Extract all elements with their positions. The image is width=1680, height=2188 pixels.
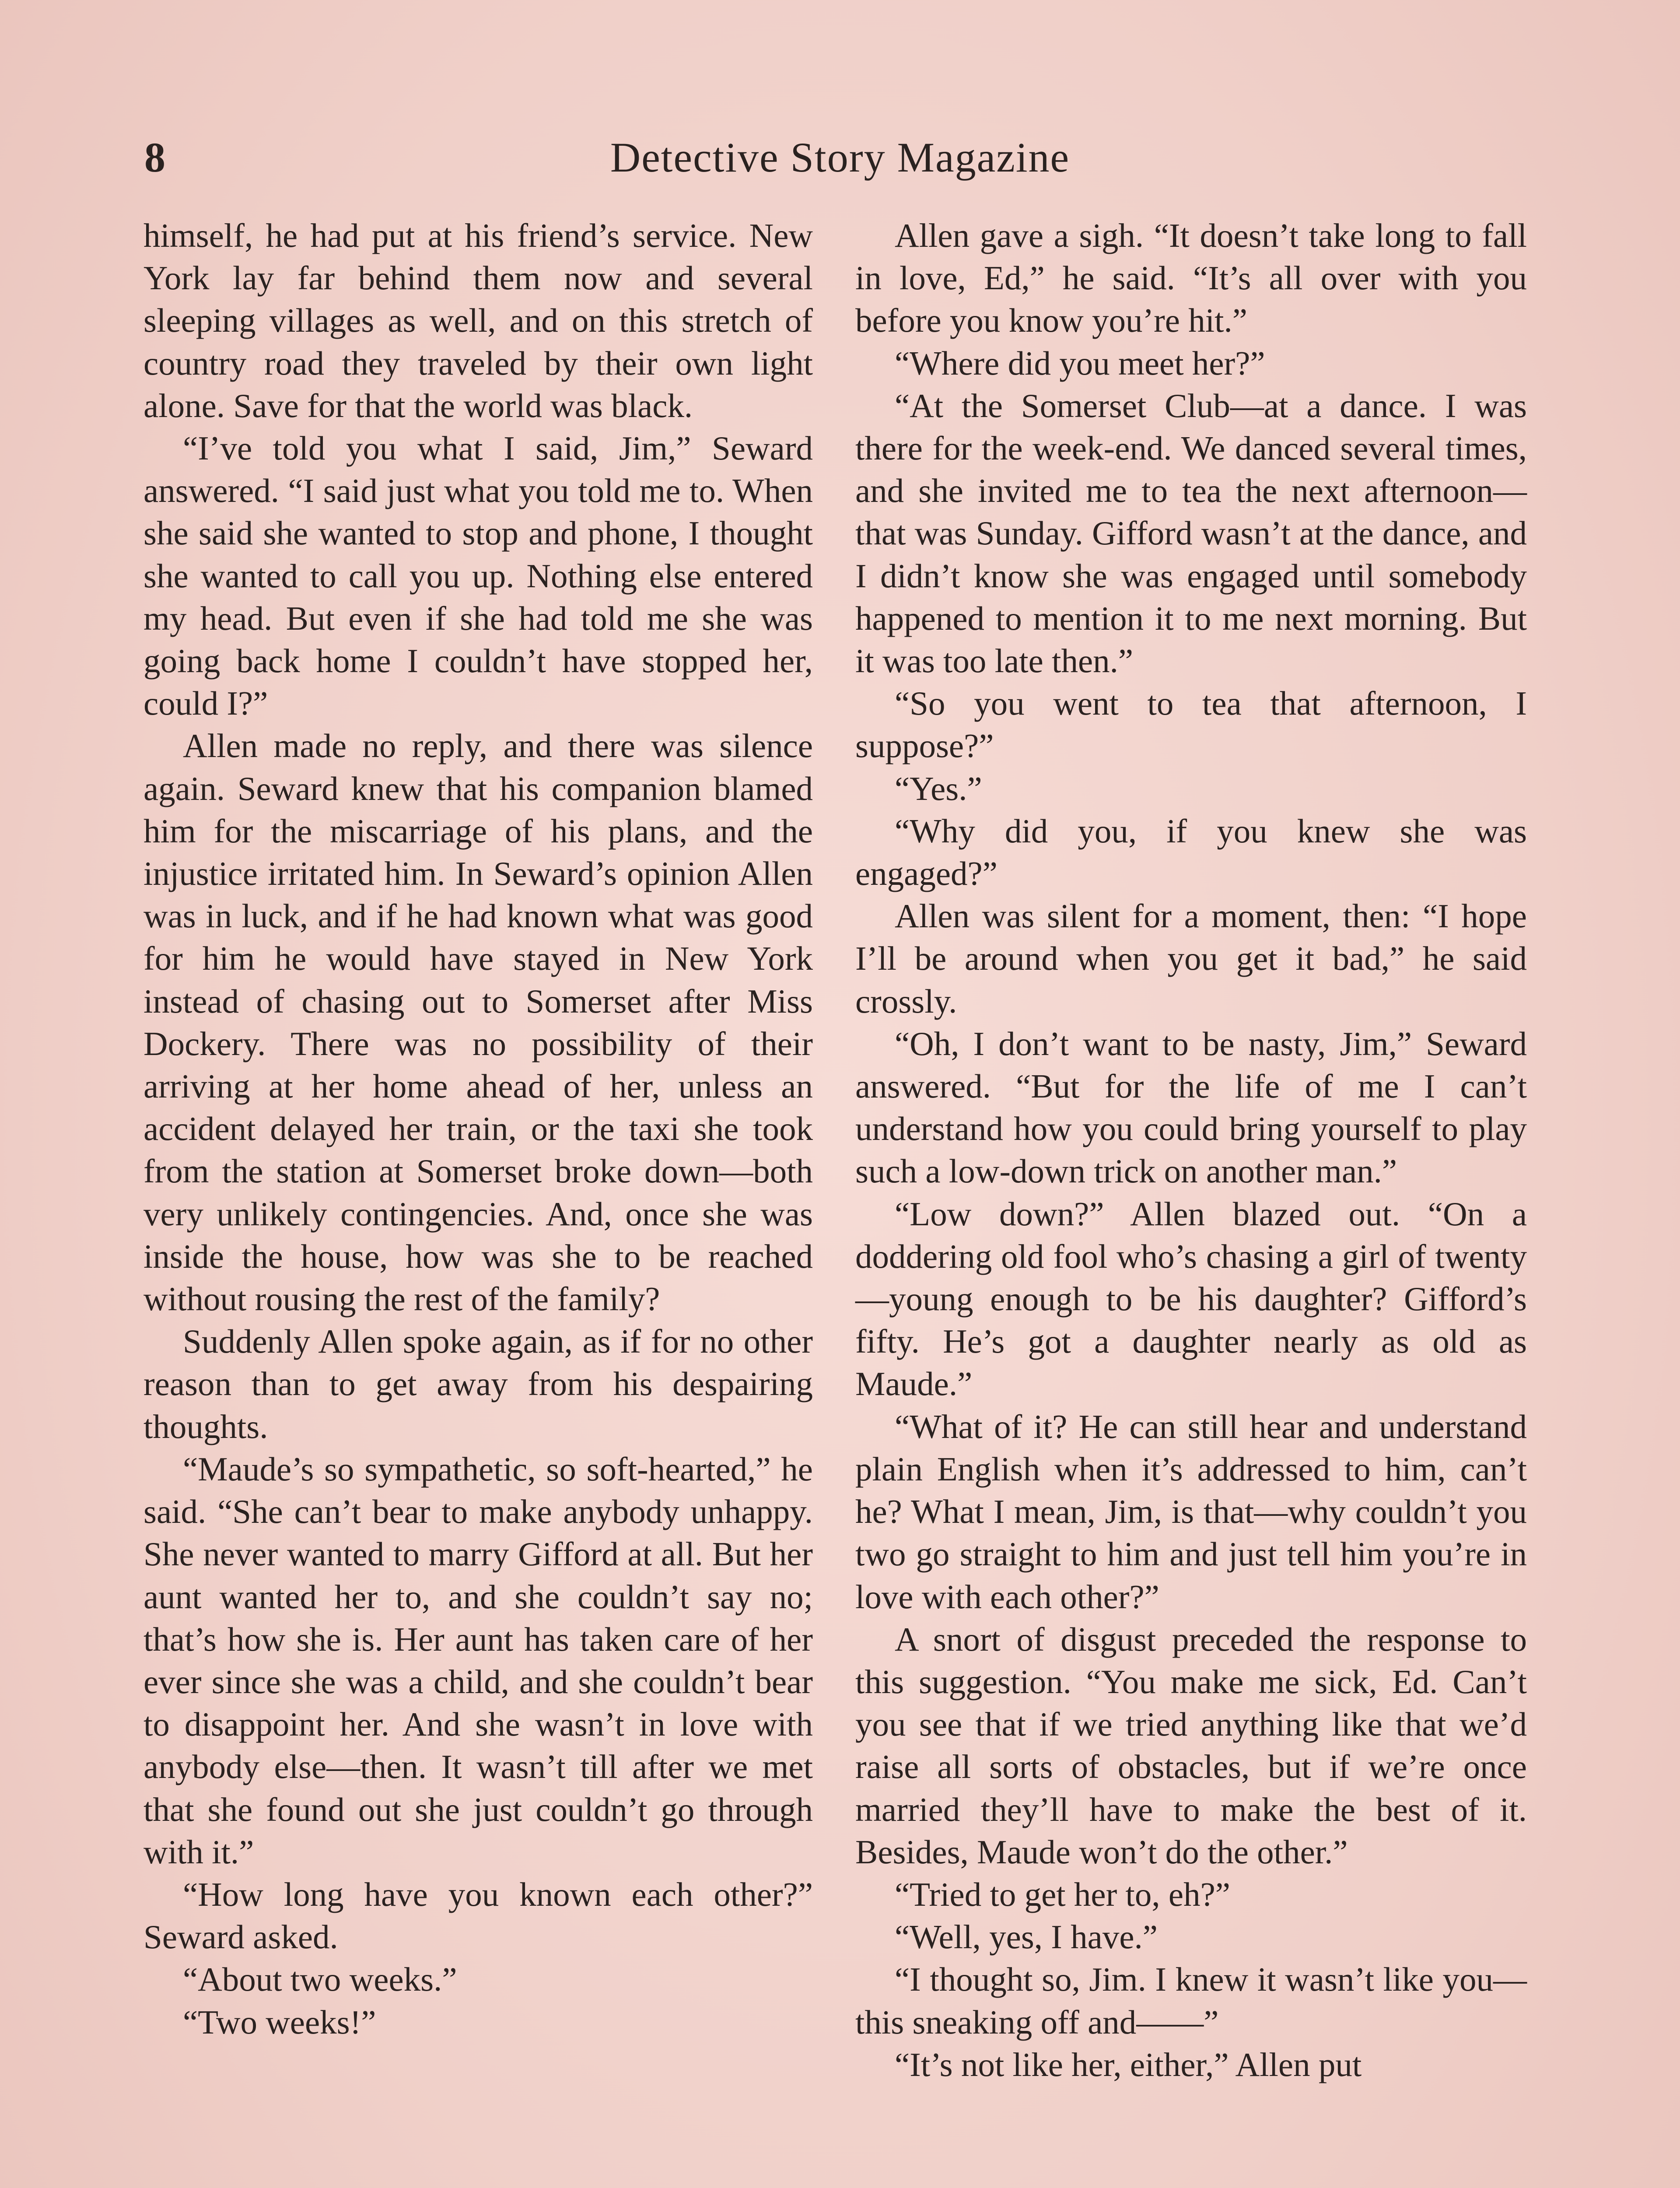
paragraph: “It’s not like her, either,” Allen put xyxy=(895,2045,1362,2083)
paragraph: Allen was silent for a moment, then: “I hope I’ll be around when you get it bad,” he said crossly. xyxy=(855,897,1527,1020)
paragraph: “Low down?” Allen blazed out. “On a doddering old fool who’s chasing a girl of twenty—young enough to be his daughter? Gifford’s fifty. He’s got a daughter nearly as old as Maude.” xyxy=(855,1195,1527,1403)
paragraph: “Two weeks!” xyxy=(183,2003,376,2041)
paragraph: Allen gave a sigh. “It doesn’t take long to fall in love, Ed,” he said. “It’s all over with you before you know you’re hit.” xyxy=(855,217,1527,340)
paragraph: “Oh, I don’t want to be nasty, Jim,” Seward answered. “But for the life of me I can’t understand how you could bring yourself to play such a low-down trick on another man.” xyxy=(855,1024,1527,1190)
paragraph: “So you went to tea that afternoon, I suppose?” xyxy=(855,684,1527,765)
page-number: 8 xyxy=(144,134,165,181)
paragraph: himself, he had put at his friend’s service. New York lay far behind them now and several sleeping villages as well, and on this stretch of country road they traveled by their own light alone. Save for that the world was black. xyxy=(144,217,813,424)
paragraph: “Tried to get her to, eh?” xyxy=(895,1875,1230,1913)
paragraph: A snort of disgust preceded the response to this suggestion. “You make me sick, Ed. Can’t you see that if we tried anything like that we’d raise all sorts of obstacles, but if we’re once married they’ll have to make the best of it. Besides, Maude won’t do the other.” xyxy=(855,1620,1527,1871)
paragraph: “I’ve told you what I said, Jim,” Seward answered. “I said just what you told me to. When she said she wanted to stop and phone, I thought she wanted to call you up. Nothing else entered my head. But even if she had told me she was going back home I couldn’t have stopped her, could I?” xyxy=(144,429,813,722)
paragraph: “At the Somerset Club—at a dance. I was there for the week-end. We danced several times, and she invited me to tea the next afternoon—that was Sunday. Gifford wasn’t at the dance, and I didn’t know she was engaged until somebody happened to mention it to me next morning. But it was too late then.” xyxy=(855,386,1527,680)
paragraph: “About two weeks.” xyxy=(183,1960,457,1999)
paragraph: “I thought so, Jim. I knew it wasn’t like you—this sneaking off and——” xyxy=(855,1960,1527,2041)
paragraph: “Why did you, if you knew she was engaged?” xyxy=(855,812,1527,893)
paragraph: “Well, yes, I have.” xyxy=(895,1918,1158,1956)
paragraph: “How long have you known each other?” Seward asked. xyxy=(144,1875,813,1956)
paragraph: “Where did you meet her?” xyxy=(895,344,1265,382)
paragraph: “Maude’s so sympathetic, so soft-hearted,” he said. “She can’t bear to make anybody unhappy. She never wanted to marry Gifford at all. But her aunt wanted her to, and she couldn’t say no; that’s how she is. Her aunt has taken care of her ever since she was a child, and she couldn’t bear to disappoint her. And she wasn’t in love with anybody else—then. It wasn’t till after we met that she found out she just couldn’t go through with it.” xyxy=(144,1450,813,1871)
left-column xyxy=(144,214,813,2044)
paragraph: “What of it? He can still hear and understand plain English when it’s addressed to him, can’t he? What I mean, Jim, is that—why couldn’t you two go straight to him and just tell him you’re in love with each other?” xyxy=(855,1407,1527,1616)
paragraph: Allen made no reply, and there was silence again. Seward knew that his companion blamed him for the miscarriage of his plans, and the injustice irritated him. In Seward’s opinion Allen was in luck, and if he had known what was good for him he would have stayed in New York instead of chasing out to Somerset after Miss Dockery. There was no possibility of their arriving at her home ahead of her, unless an accident delayed her train, or the taxi she took from the station at Somerset broke down—both very unlikely contingencies. And, once she was inside the house, how was she to be reached without rousing the rest of the family? xyxy=(144,727,813,1318)
paragraph: “Yes.” xyxy=(895,769,982,807)
page-header-title: Detective Story Magazine xyxy=(610,134,1070,181)
paragraph: Suddenly Allen spoke again, as if for no other reason than to get away from his despairing thoughts. xyxy=(144,1322,813,1445)
right-column xyxy=(855,214,1527,2086)
